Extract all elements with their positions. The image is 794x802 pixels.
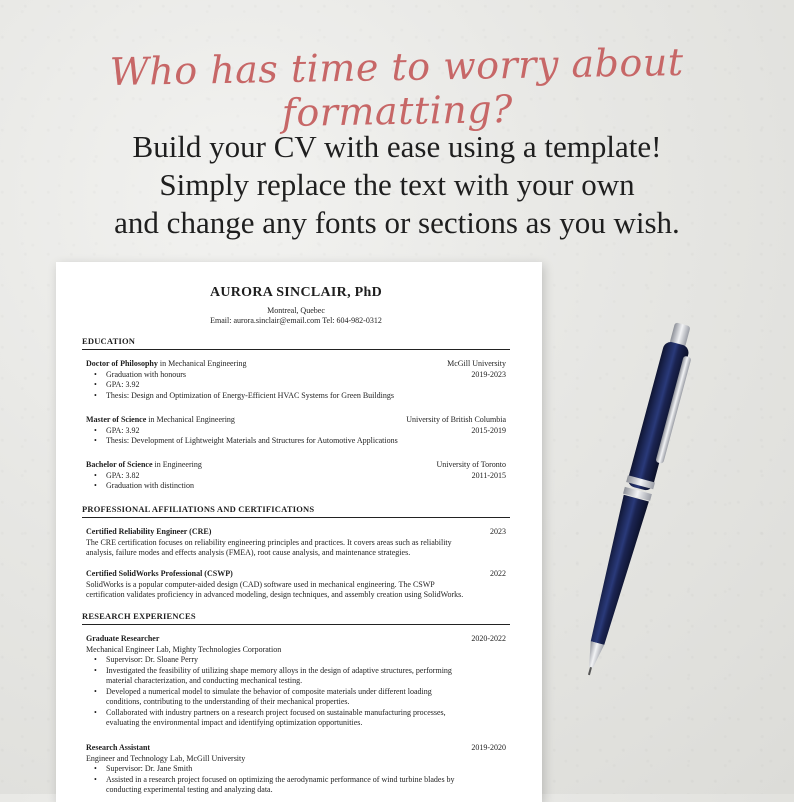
bs-field: in Engineering [152, 460, 202, 469]
cre-desc-line: analysis, failure modes and effects analysis (FMEA), root cause analysis, and maintenance strategies. [86, 548, 411, 557]
phd-field: in Mechanical Engineering [157, 359, 247, 368]
section-affiliations-title: PROFESSIONAL AFFILIATIONS AND CERTIFICATIONS [82, 504, 510, 518]
gr-bullet-text: conditions, contributing to the understanding of their mechanical properties. [106, 697, 350, 706]
subhead-line-2: Simply replace the text with your own [159, 167, 635, 202]
education-phd [86, 359, 506, 401]
phd-years: 2019-2023 [471, 369, 506, 379]
resume-name: AURORA SINCLAIR, PhD [209, 285, 383, 300]
ballpoint-pen-icon [560, 318, 710, 688]
gr-bullet-text: evaluating the environmental impact and identifying optimization opportunities. [106, 718, 363, 727]
research-graduate-researcher [86, 634, 506, 729]
gr-bullet [106, 687, 506, 708]
gr-bullet-text: Collaborated with industry partners on a research project focused on sustainable manufacturing processes, [106, 707, 446, 717]
headline: Who has time to worry about formatting? [109, 39, 684, 136]
cre-name: Certified Reliability Engineer (CRE) [86, 527, 212, 536]
education-ms [86, 415, 506, 447]
gr-bullet-text: material characterization, and conducting mechanical testing. [106, 676, 303, 685]
subhead-line-3: and change any fonts or sections as you wish. [114, 205, 680, 240]
ra-years: 2019-2020 [471, 743, 506, 752]
subheadline [0, 128, 794, 242]
gr-years: 2020-2022 [471, 634, 506, 643]
bs-bullet: • GPA: 3.82 [106, 471, 194, 482]
phd-bullet: • GPA: 3.92 [106, 380, 394, 391]
resume-location: Montreal, Quebec [267, 306, 325, 315]
phd-degree: Doctor of Philosophy [86, 359, 158, 368]
ms-bullet: • GPA: 3.92 [106, 426, 398, 437]
cert-cswp [86, 569, 506, 601]
bs-bullet: • Graduation with distinction [106, 481, 194, 492]
ra-org: Engineer and Technology Lab, McGill University [86, 753, 246, 763]
section-research-title: RESEARCH EXPERIENCES [82, 611, 510, 625]
ms-field: in Mechanical Engineering [146, 415, 235, 424]
ra-bullet-text: Assisted in a research project focused on optimizing the aerodynamic performance of wind turbine blades by [106, 774, 455, 784]
gr-org: Mechanical Engineer Lab, Mighty Technologies Corporation [86, 644, 282, 654]
bs-degree: Bachelor of Science [86, 460, 153, 469]
gr-bullet-text: Investigated the feasibility of utilizing shape memory alloys in the design of adaptive structures, performing [106, 665, 452, 675]
cre-year: 2023 [490, 527, 506, 536]
ra-bullet [106, 775, 506, 796]
gr-bullet: • Supervisor: Dr. Sloane Perry [106, 655, 506, 666]
ms-bullet: • Thesis: Development of Lightweight Materials and Structures for Automotive Applications [106, 436, 398, 447]
cswp-name: Certified SolidWorks Professional (CSWP) [86, 569, 233, 578]
ms-degree: Master of Science [86, 415, 147, 424]
gr-role: Graduate Researcher [86, 634, 160, 643]
bs-school: University of Toronto [436, 460, 506, 469]
resume-sheet [56, 262, 542, 802]
cswp-desc-line: certification validates proficiency in advanced modeling, design techniques, and assembly creation using SolidWorks. [86, 590, 464, 599]
ra-bullet: • Supervisor: Dr. Jane Smith [106, 764, 506, 775]
bs-years: 2011-2015 [471, 470, 506, 480]
research-research-assistant [86, 743, 506, 796]
phd-bullet: • Graduation with honours [106, 370, 394, 381]
ra-bullet-text: conducting experimental testing and analyzing data. [106, 785, 273, 794]
cert-cre [86, 527, 506, 559]
cswp-year: 2022 [490, 569, 506, 578]
section-education-title: EDUCATION [82, 336, 510, 350]
ms-years: 2015-2019 [471, 425, 506, 435]
ra-role: Research Assistant [86, 743, 151, 752]
cre-desc-line: The CRE certification focuses on reliability engineering principles and practices. It covers areas such as reliability [86, 537, 452, 547]
ms-school: University of British Columbia [406, 415, 506, 424]
resume-contact: Email: aurora.sinclair@email.com Tel: 604-982-0312 [210, 316, 382, 325]
subhead-line-1: Build your CV with ease using a template! [132, 129, 662, 164]
phd-bullet: • Thesis: Design and Optimization of Energy-Efficient HVAC Systems for Green Buildings [106, 391, 394, 402]
gr-bullet [106, 666, 506, 687]
education-bs [86, 460, 506, 492]
gr-bullet-text: Developed a numerical model to simulate the behavior of composite materials under different loading [106, 686, 432, 696]
cswp-desc-line: SolidWorks is a popular computer-aided design (CAD) software used in mechanical engineering. The CSWP [86, 579, 435, 589]
phd-school: McGill University [447, 359, 506, 368]
gr-bullet [106, 708, 506, 729]
